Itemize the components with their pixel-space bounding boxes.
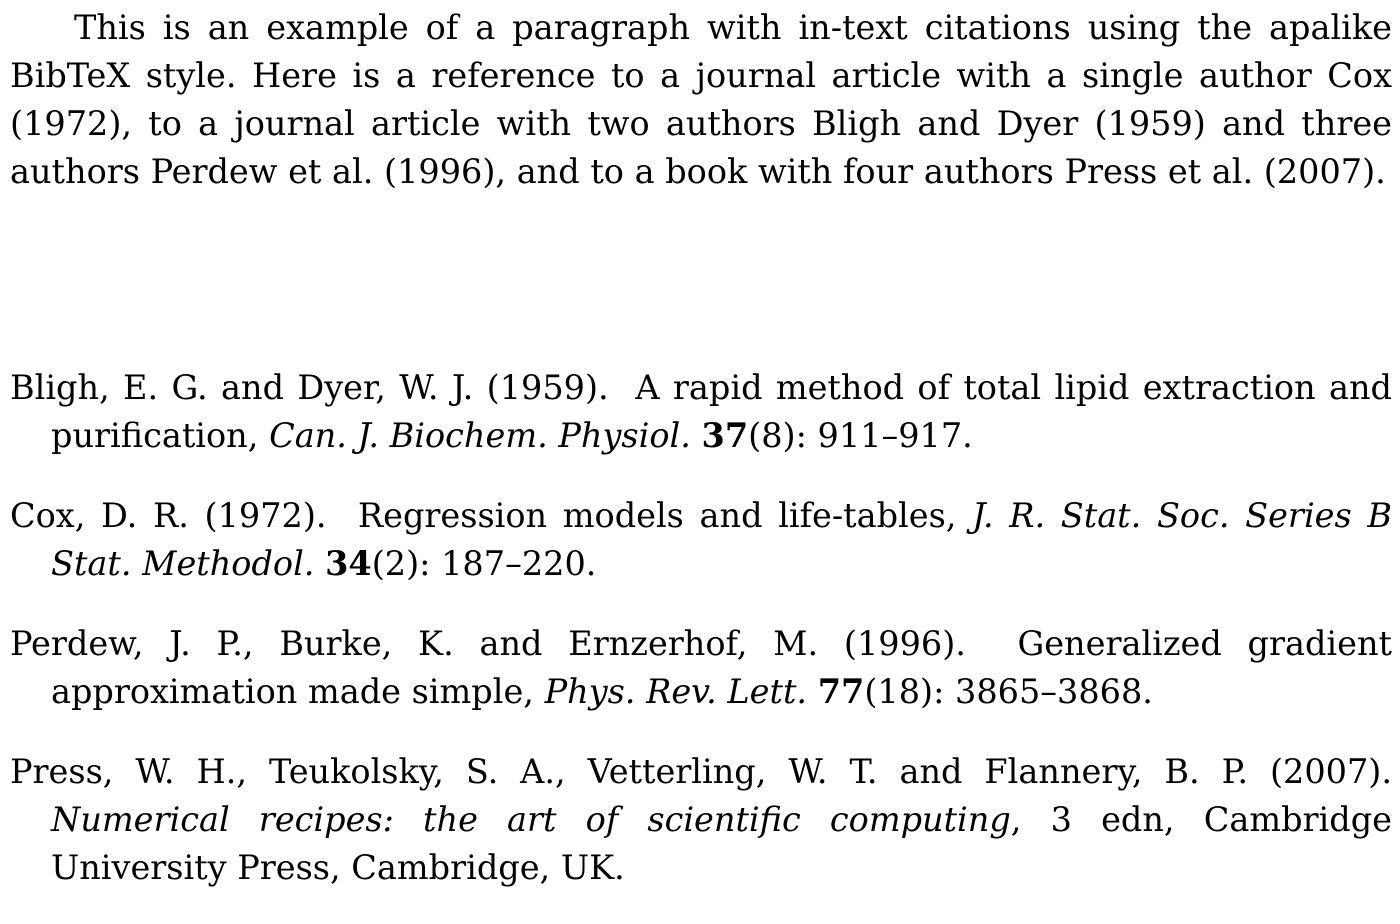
reference-issue-pages: (8): 911–917.: [748, 416, 973, 455]
reference-entry: [10, 620, 1392, 716]
reference-entry: [10, 364, 1392, 460]
reference-title: Regression models and life-tables,: [357, 496, 957, 535]
bibliography: [10, 364, 1392, 924]
reference-entry: [10, 748, 1392, 892]
reference-issue-pages: (2): 187–220.: [371, 544, 597, 583]
reference-authors-year: Press, W. H., Teukolsky, S. A., Vetterling, W. T. and Flannery, B. P. (2007).: [10, 752, 1392, 791]
reference-volume: 34: [325, 544, 372, 583]
reference-book-title: Numerical recipes: the art of scientific computing: [51, 800, 1011, 839]
reference-volume: 37: [701, 416, 749, 455]
reference-title: A rapid method of total lipid extraction and purification,: [51, 368, 1392, 455]
reference-authors-year: Perdew, J. P., Burke, K. and Ernzerhof, M. (1996).: [10, 624, 966, 663]
reference-authors-year: Cox, D. R. (1972).: [10, 496, 327, 535]
body-paragraph: This is an example of a paragraph with in-text citations using the apalike BibTeX style. Here is a reference to a journal article with a single author Cox (1972), to a journal article with two authors Bligh and Dyer (1959) and three authors Perdew et al. (1996), and to a book with four authors Press et al. (2007).: [10, 8, 1392, 191]
reference-journal: Phys. Rev. Lett.: [544, 672, 808, 711]
reference-authors-year: Bligh, E. G. and Dyer, W. J. (1959).: [10, 368, 609, 407]
reference-issue-pages: (18): 3865–3868.: [864, 672, 1153, 711]
reference-journal: J. R. Stat. Soc. Series B Stat. Methodol.: [51, 496, 1392, 583]
reference-journal: Can. J. Biochem. Physiol.: [269, 416, 691, 455]
reference-volume: 77: [817, 672, 865, 711]
reference-entry: [10, 492, 1392, 588]
reference-publisher: , 3 edn, Cambridge University Press, Cambridge, UK.: [51, 800, 1392, 887]
reference-title: Generalized gradient approximation made simple,: [51, 624, 1392, 711]
document-page: [10, 0, 1392, 887]
